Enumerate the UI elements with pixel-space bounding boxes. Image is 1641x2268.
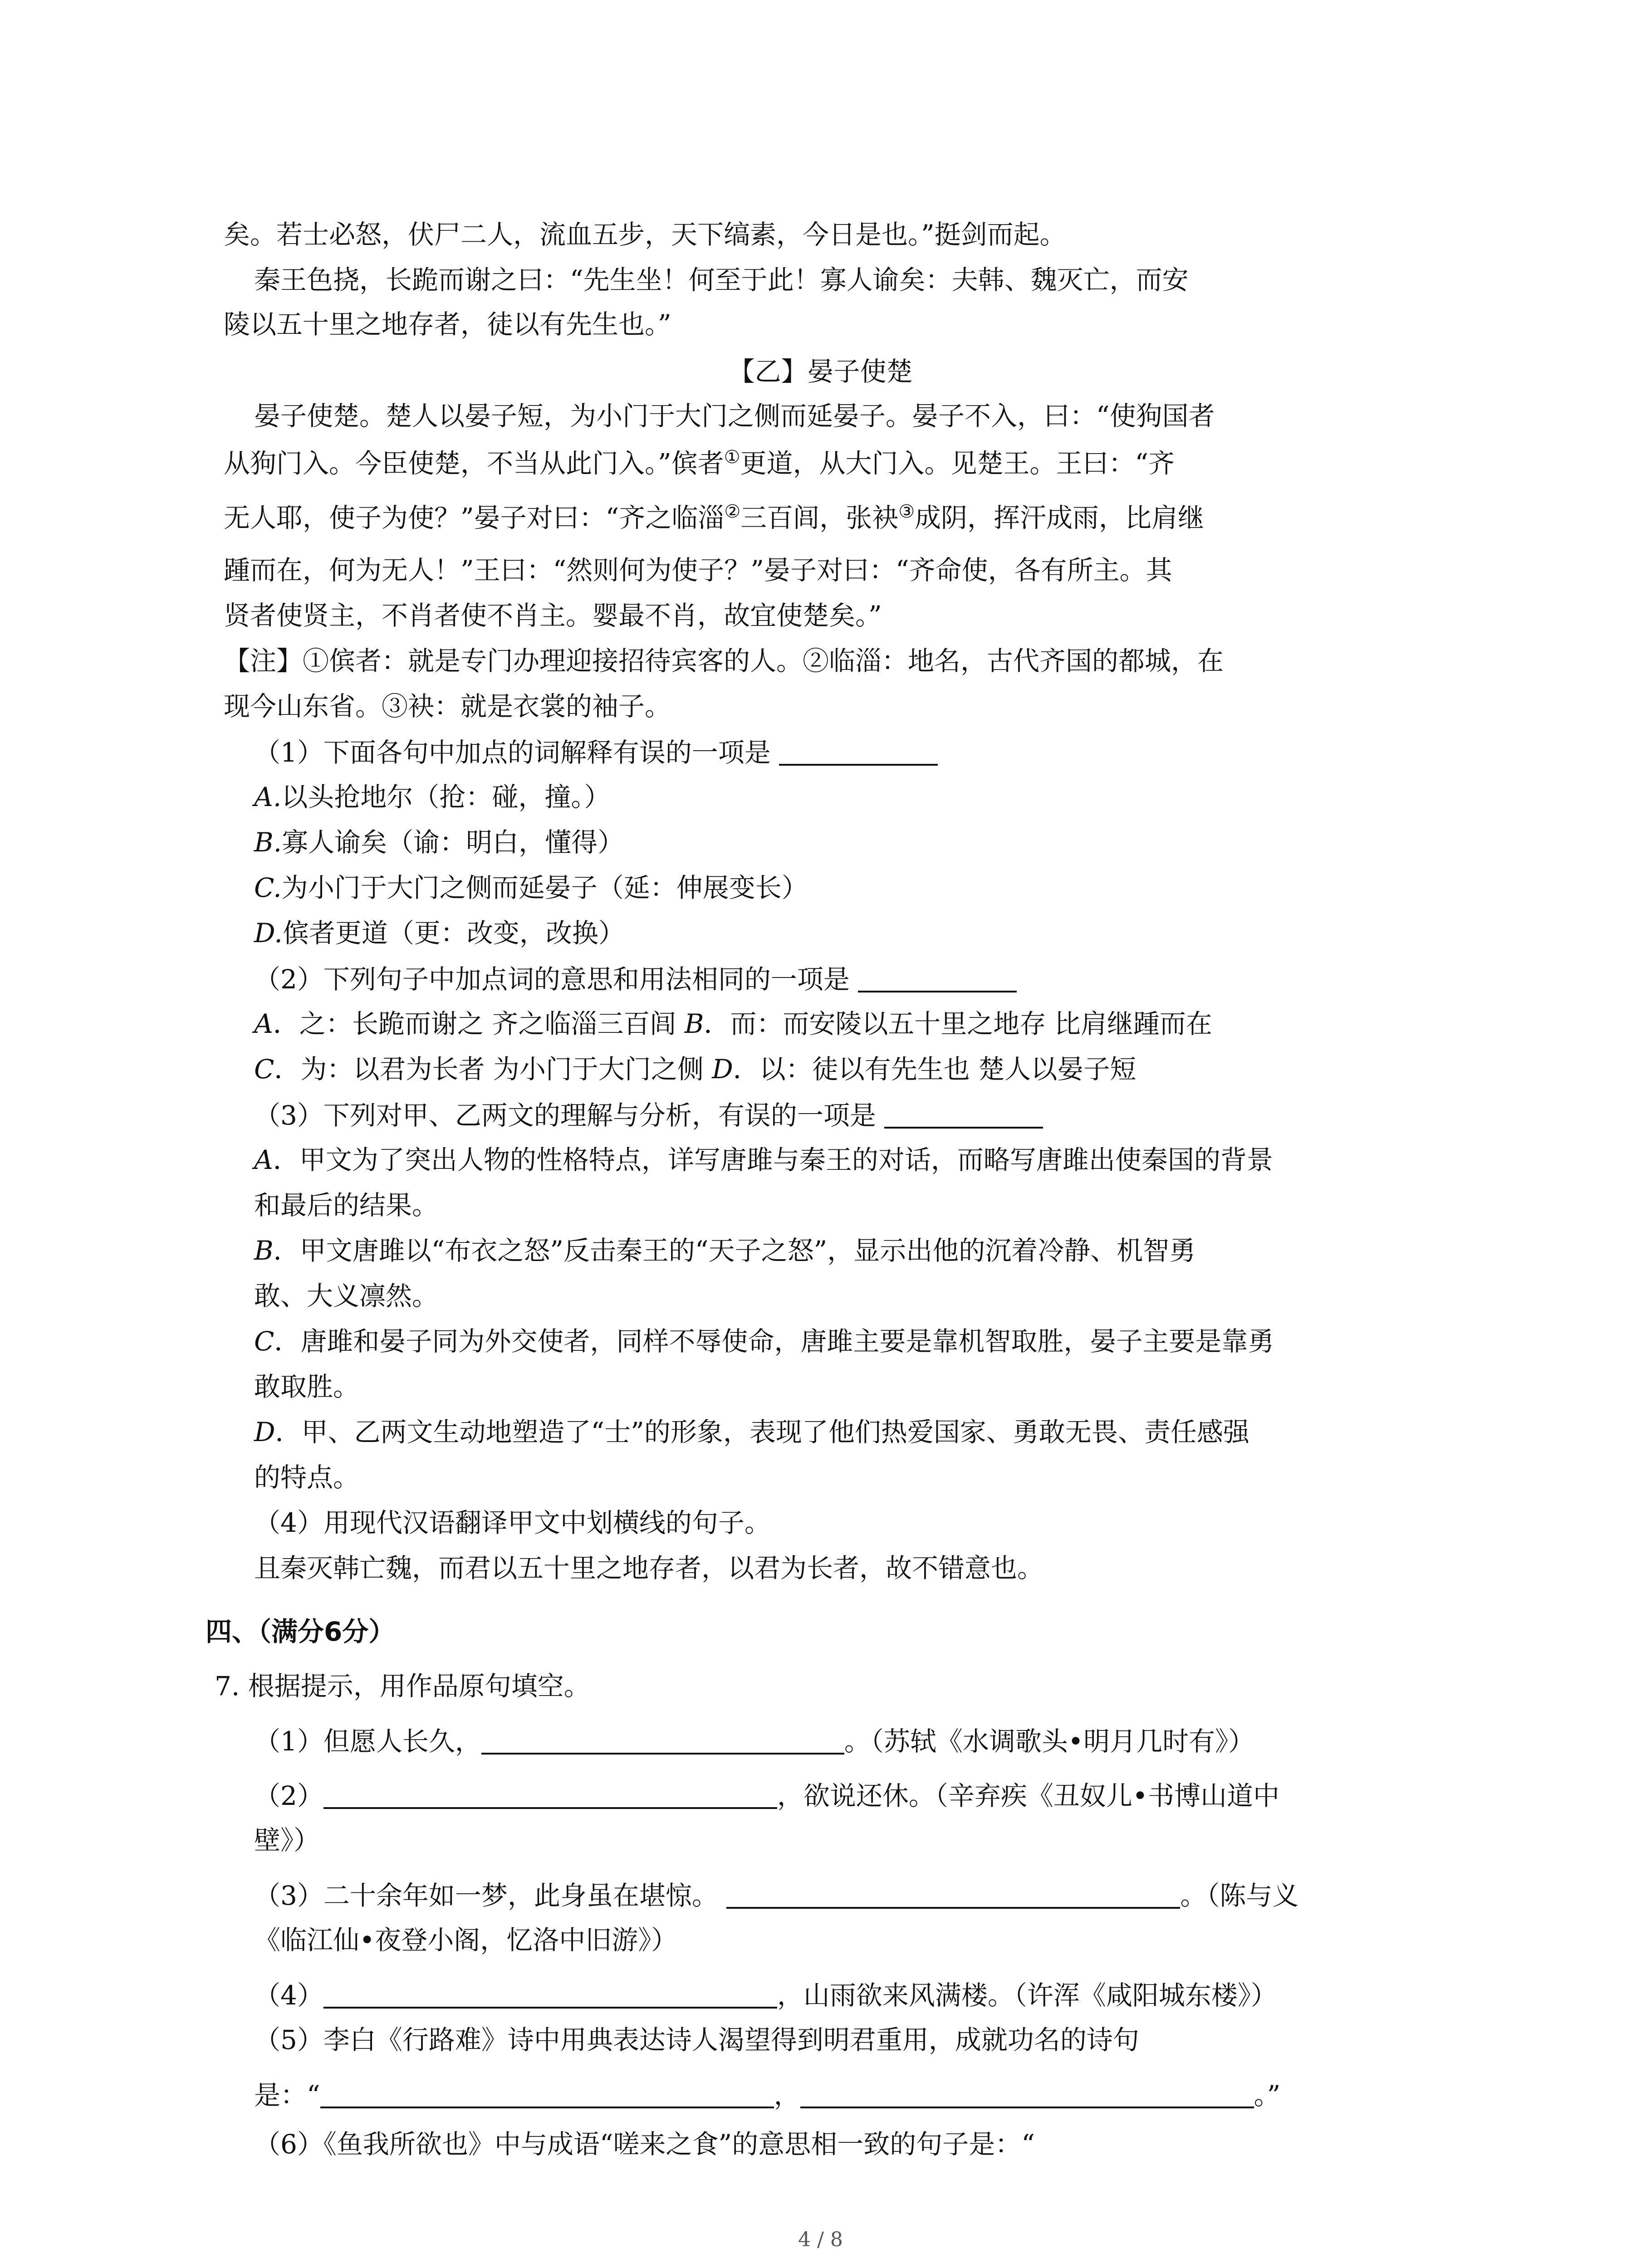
jia-line-3: 陵以五十里之地存者，徒以有先生也。”	[224, 309, 671, 340]
jia-line-2: 秦王色挠，长跪而谢之曰：“先生坐！何至于此！寡人谕矣：夫韩、魏灭亡，而安	[254, 264, 1189, 295]
q3-option-c: C．唐雎和晏子同为外交使者，同样不辱使命，唐雎主要是靠机智取胜，晏子主要是靠勇	[254, 1326, 1274, 1357]
q3-option-b: B．甲文唐雎以“布衣之怒”反击秦王的“天子之怒”，显示出他的沉着冷静、机智勇	[254, 1235, 1196, 1266]
q3-option-d-cont: 的特点。	[254, 1462, 360, 1493]
yi-line-5: 贤者使贤主，不肖者使不肖主。婴最不肖，故宜使楚矣。”	[224, 600, 882, 631]
q7-item-3-cont: 《临江仙•夜登小阁，忆洛中旧游》）	[254, 1925, 678, 1955]
q1-stem: （1）下面各句中加点的词解释有误的一项是	[254, 738, 938, 766]
q3-stem: （3）下列对甲、乙两文的理解与分析，有误的一项是	[254, 1101, 1043, 1129]
note-marker-3: ③	[898, 501, 915, 522]
q7-item-5-cont: 是：“ ， 。”	[254, 2080, 1281, 2111]
q7-item-3: （3）二十余年如一梦，此身虽在堪惊。 。（陈与义	[254, 1880, 1299, 1911]
q2-stem: （2）下列句子中加点词的意思和用法相同的一项是	[254, 965, 1017, 992]
q1-option-b: B.寡人谕矣（谕：明白，懂得）	[254, 827, 624, 858]
yi-line-1: 晏子使楚。楚人以晏子短，为小门于大门之侧而延晏子。晏子不入，曰：“使狗国者	[254, 401, 1215, 431]
note-marker-1: ①	[724, 447, 740, 468]
q7-item-4: （4） ，山雨欲来风满楼。（许浑《咸阳城东楼》）	[254, 1980, 1277, 2011]
q7-blank-1[interactable]	[481, 1727, 844, 1755]
q3-option-a: A．甲文为了突出人物的性格特点，详写唐雎与秦王的对话，而略写唐雎出使秦国的背景	[254, 1144, 1273, 1175]
yi-title: 【乙】晏子使楚	[728, 356, 913, 387]
note-marker-2: ②	[724, 501, 741, 522]
q1-answer-blank[interactable]	[779, 738, 938, 766]
q7-item-2-cont: 壁》）	[254, 1825, 320, 1856]
q3-option-c-cont: 敢取胜。	[254, 1371, 360, 1402]
q2-options-ab: A．之：长跪而谢之 齐之临淄三百闾 B．而：而安陵以五十里之地存 比肩继踵而在	[254, 1008, 1212, 1039]
q7-item-5: （5）李白《行路难》诗中用典表达诗人渴望得到明君重用，成就功名的诗句	[254, 2024, 1139, 2055]
q7-blank-5b[interactable]	[800, 2081, 1254, 2108]
q3-option-b-cont: 敢、大义凛然。	[254, 1281, 439, 1311]
q7-blank-2[interactable]	[323, 1782, 777, 1809]
q3-option-a-cont: 和最后的结果。	[254, 1190, 439, 1221]
yi-note-2: 现今山东省。③袂：就是衣裳的袖子。	[224, 691, 671, 722]
q7-blank-3[interactable]	[726, 1882, 1180, 1909]
yi-line-3: 无人耶，使子为使？”晏子对曰：“齐之临淄②三百闾，张袂③成阴，挥汗成雨，比肩继	[224, 501, 1205, 533]
jia-line-1: 矣。若士必怒，伏尸二人，流血五步，天下缟素，今日是也。”挺剑而起。	[224, 219, 1066, 250]
q1-option-a: A.以头抢地尔（抢：碰，撞。）	[254, 782, 611, 812]
yi-line-4: 踵而在，何为无人！”王曰：“然则何为使子？”晏子对曰：“齐命使，各有所主。其	[224, 555, 1172, 586]
q3-option-d: D．甲、乙两文生动地塑造了“士”的形象，表现了他们热爱国家、勇敢无畏、责任感强	[254, 1417, 1249, 1447]
yi-note-1: 【注】①傧者：就是专门办理迎接招待宾客的人。②临淄：地名，古代齐国的都城，在	[224, 645, 1224, 676]
q7-stem: 7. 根据提示，用作品原句填空。	[215, 1671, 590, 1701]
q7-blank-5a[interactable]	[320, 2081, 774, 2108]
q7-item-2: （2） ，欲说还休。（辛弃疾《丑奴儿•书博山道中	[254, 1780, 1280, 1811]
q7-blank-4[interactable]	[323, 1981, 777, 2009]
q7-item-6: （6）《鱼我所欲也》中与成语“嗟来之食”的意思相一致的句子是：“	[254, 2129, 1035, 2160]
q3-answer-blank[interactable]	[884, 1101, 1043, 1129]
q1-option-c: C.为小门于大门之侧而延晏子（延：伸展变长）	[254, 872, 808, 903]
q4-sentence: 且秦灭韩亡魏，而君以五十里之地存者，以君为长者，故不错意也。	[254, 1553, 1044, 1584]
page-number: 4 / 8	[798, 2228, 843, 2251]
q7-item-1: （1）但愿人长久， 。（苏轼《水调歌头•明月几时有》）	[254, 1726, 1255, 1757]
q4-stem: （4）用现代汉语翻译甲文中划横线的句子。	[254, 1507, 771, 1538]
q1-option-d: D.傧者更道（更：改变，改换）	[254, 918, 625, 948]
q2-options-cd: C．为：以君为长者 为小门于大门之侧 D．以：徒以有先生也 楚人以晏子短	[254, 1054, 1136, 1085]
q2-answer-blank[interactable]	[858, 965, 1017, 992]
section-4-title: 四、（满分6分）	[206, 1616, 395, 1647]
yi-line-2: 从狗门入。今臣使楚，不当从此门入。”傧者①更道，从大门入。见楚王。王曰：“齐	[224, 447, 1175, 479]
